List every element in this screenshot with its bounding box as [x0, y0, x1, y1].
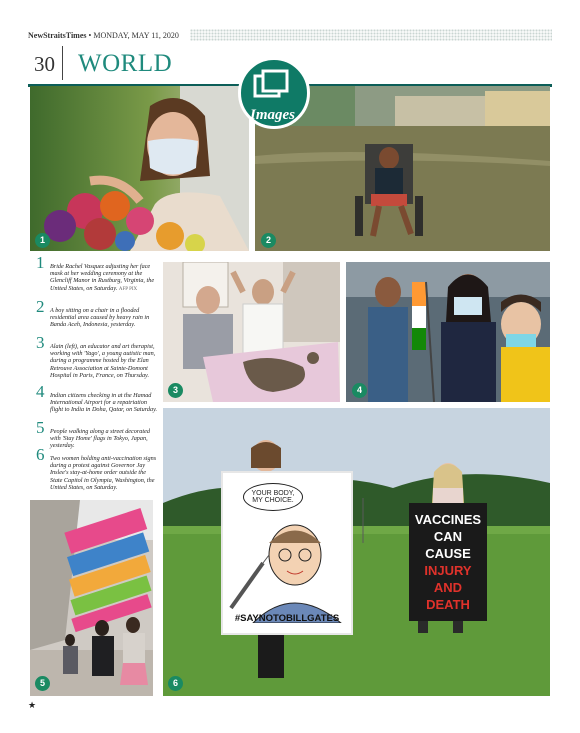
end-mark: ★	[28, 700, 37, 710]
header-dot-pattern	[190, 29, 552, 41]
hashtag: #SAYNOTOBILLGATES	[234, 613, 340, 624]
caption-text: Two women holding anti-vaccination signs during a protest against Governor Jay Inslee's stay-at-home order outside the State Capitol in Olympia, Washington, the United States, on Saturday.	[50, 455, 157, 491]
issue-date: MONDAY, MAY 11, 2020	[93, 31, 179, 40]
paper-name: NewStraitsTimes	[28, 31, 87, 40]
masthead: NewStraitsTimes • MONDAY, MAY 11, 2020	[28, 31, 179, 40]
sign-line: INJURY	[424, 563, 472, 578]
sign-say-no-to-bill-gates	[221, 471, 353, 635]
caption-5	[36, 418, 158, 450]
speech-bubble	[243, 483, 303, 511]
caption-number: 1	[36, 253, 45, 272]
caption-text: Bride Rachel Vasquez adjusting her face mask at her wedding ceremony at the Glencliff Manor in Rustburg, Virginia, the United States, on Saturday.	[50, 263, 155, 292]
caption-4	[36, 382, 158, 414]
caption-number: 6	[36, 445, 45, 464]
sign-line: CAN	[433, 529, 463, 544]
caption-number: 3	[36, 333, 45, 352]
sign-line: VACCINES	[414, 512, 482, 527]
caption-number: 2	[36, 297, 45, 316]
caption-6	[36, 445, 158, 491]
photo-airport	[346, 262, 550, 402]
photo-badge-1: 1	[35, 233, 50, 248]
page-number: 30	[34, 52, 55, 76]
photo-badge-6: 6	[168, 676, 183, 691]
photo-badge-5: 5	[35, 676, 50, 691]
photo-art-therapy	[163, 262, 340, 402]
sign-line: CAUSE	[425, 546, 471, 561]
caption-2	[36, 297, 158, 329]
caption-text: Alain (left), an educator and art therapist, working with 'Yago', a young autistic man, during a programme hosted by the Elan Retrouve Association at Sainte-Domont Hospital in Paris, France, on Thursday.	[50, 343, 156, 379]
caption-text: A boy sitting on a chair in a flooded residential area caused by heavy rain in Banda Aceh, Indonesia, yesterday.	[50, 307, 150, 329]
header-divider	[62, 46, 63, 80]
sign-line: DEATH	[426, 597, 470, 612]
caption-text: People walking along a street decorated with 'Stay Home' flags in Tokyo, Japan, yesterday.	[50, 428, 150, 450]
caption-1	[36, 253, 158, 293]
caption-number: 5	[36, 418, 45, 437]
photo-badge-3: 3	[168, 383, 183, 398]
sign-line: AND	[433, 580, 463, 595]
photo-badge-2: 2	[261, 233, 276, 248]
photo-tokyo-street	[30, 500, 153, 696]
sign-vaccines	[409, 503, 487, 621]
speech-text: YOUR BODY, MY CHOICE.	[251, 490, 295, 504]
caption-text: Indian citizens checking in at the Hamad International Airport for a repatriation flight to India in Doha, Qatar, on Saturday.	[50, 392, 158, 414]
caption-3	[36, 333, 158, 379]
images-logo-text: Images	[250, 107, 295, 123]
photo-credit: AFP PIX	[118, 286, 138, 292]
section-title: WORLD	[78, 50, 173, 77]
photo-bride	[30, 86, 249, 251]
cartoon-portrait	[223, 513, 351, 623]
caption-number: 4	[36, 382, 45, 401]
photo-badge-4: 4	[352, 383, 367, 398]
